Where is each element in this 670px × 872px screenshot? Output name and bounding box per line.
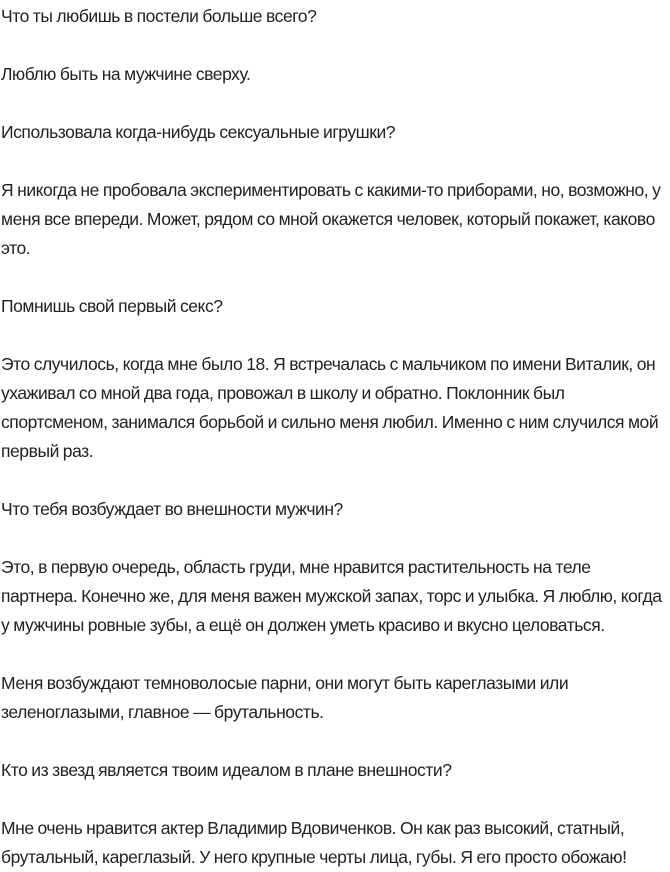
interview-answer: Люблю быть на мужчине сверху. — [1, 64, 251, 84]
interview-question: Что ты любишь в постели больше всего? — [1, 6, 317, 26]
interview-question: Помнишь свой первый секс? — [1, 296, 223, 316]
interview-answer: Меня возбуждают темноволосые парни, они могут быть кареглазыми или зеленоглазыми, главное — брутальность. — [1, 673, 569, 722]
interview-question: Кто из звезд является твоим идеалом в плане внешности? — [1, 760, 452, 780]
interview-answer: Мне очень нравится актер Владимир Вдовиченков. Он как раз высокий, статный, брутальный, кареглазый. У него крупные черты лица, губы. Я его просто обожаю! — [1, 818, 627, 867]
interview-answer: Это случилось, когда мне было 18. Я встречалась с мальчиком по имени Виталик, он ухаживал со мной два года, провожал в школу и обратно. Поклонник был спортсменом, занимался борьбой и сильно меня любил. Именно с ним случился мой первый раз. — [1, 354, 659, 461]
interview-answer: Я никогда не пробовала экспериментировать с какими-то приборами, но, возможно, у меня все впереди. Может, рядом со мной окажется человек, который покажет, каково это. — [1, 180, 661, 258]
interview-question: Использовала когда-нибудь сексуальные игрушки? — [1, 122, 396, 142]
interview-answer: Это, в первую очередь, область груди, мне нравится растительность на теле партнера. Конечно же, для меня важен мужской запах, торс и улыбка. Я люблю, когда у мужчины ровные зубы, а ещё он должен уметь красиво и вкусно целоваться. — [1, 557, 662, 635]
interview-question: Что тебя возбуждает во внешности мужчин? — [1, 499, 343, 519]
